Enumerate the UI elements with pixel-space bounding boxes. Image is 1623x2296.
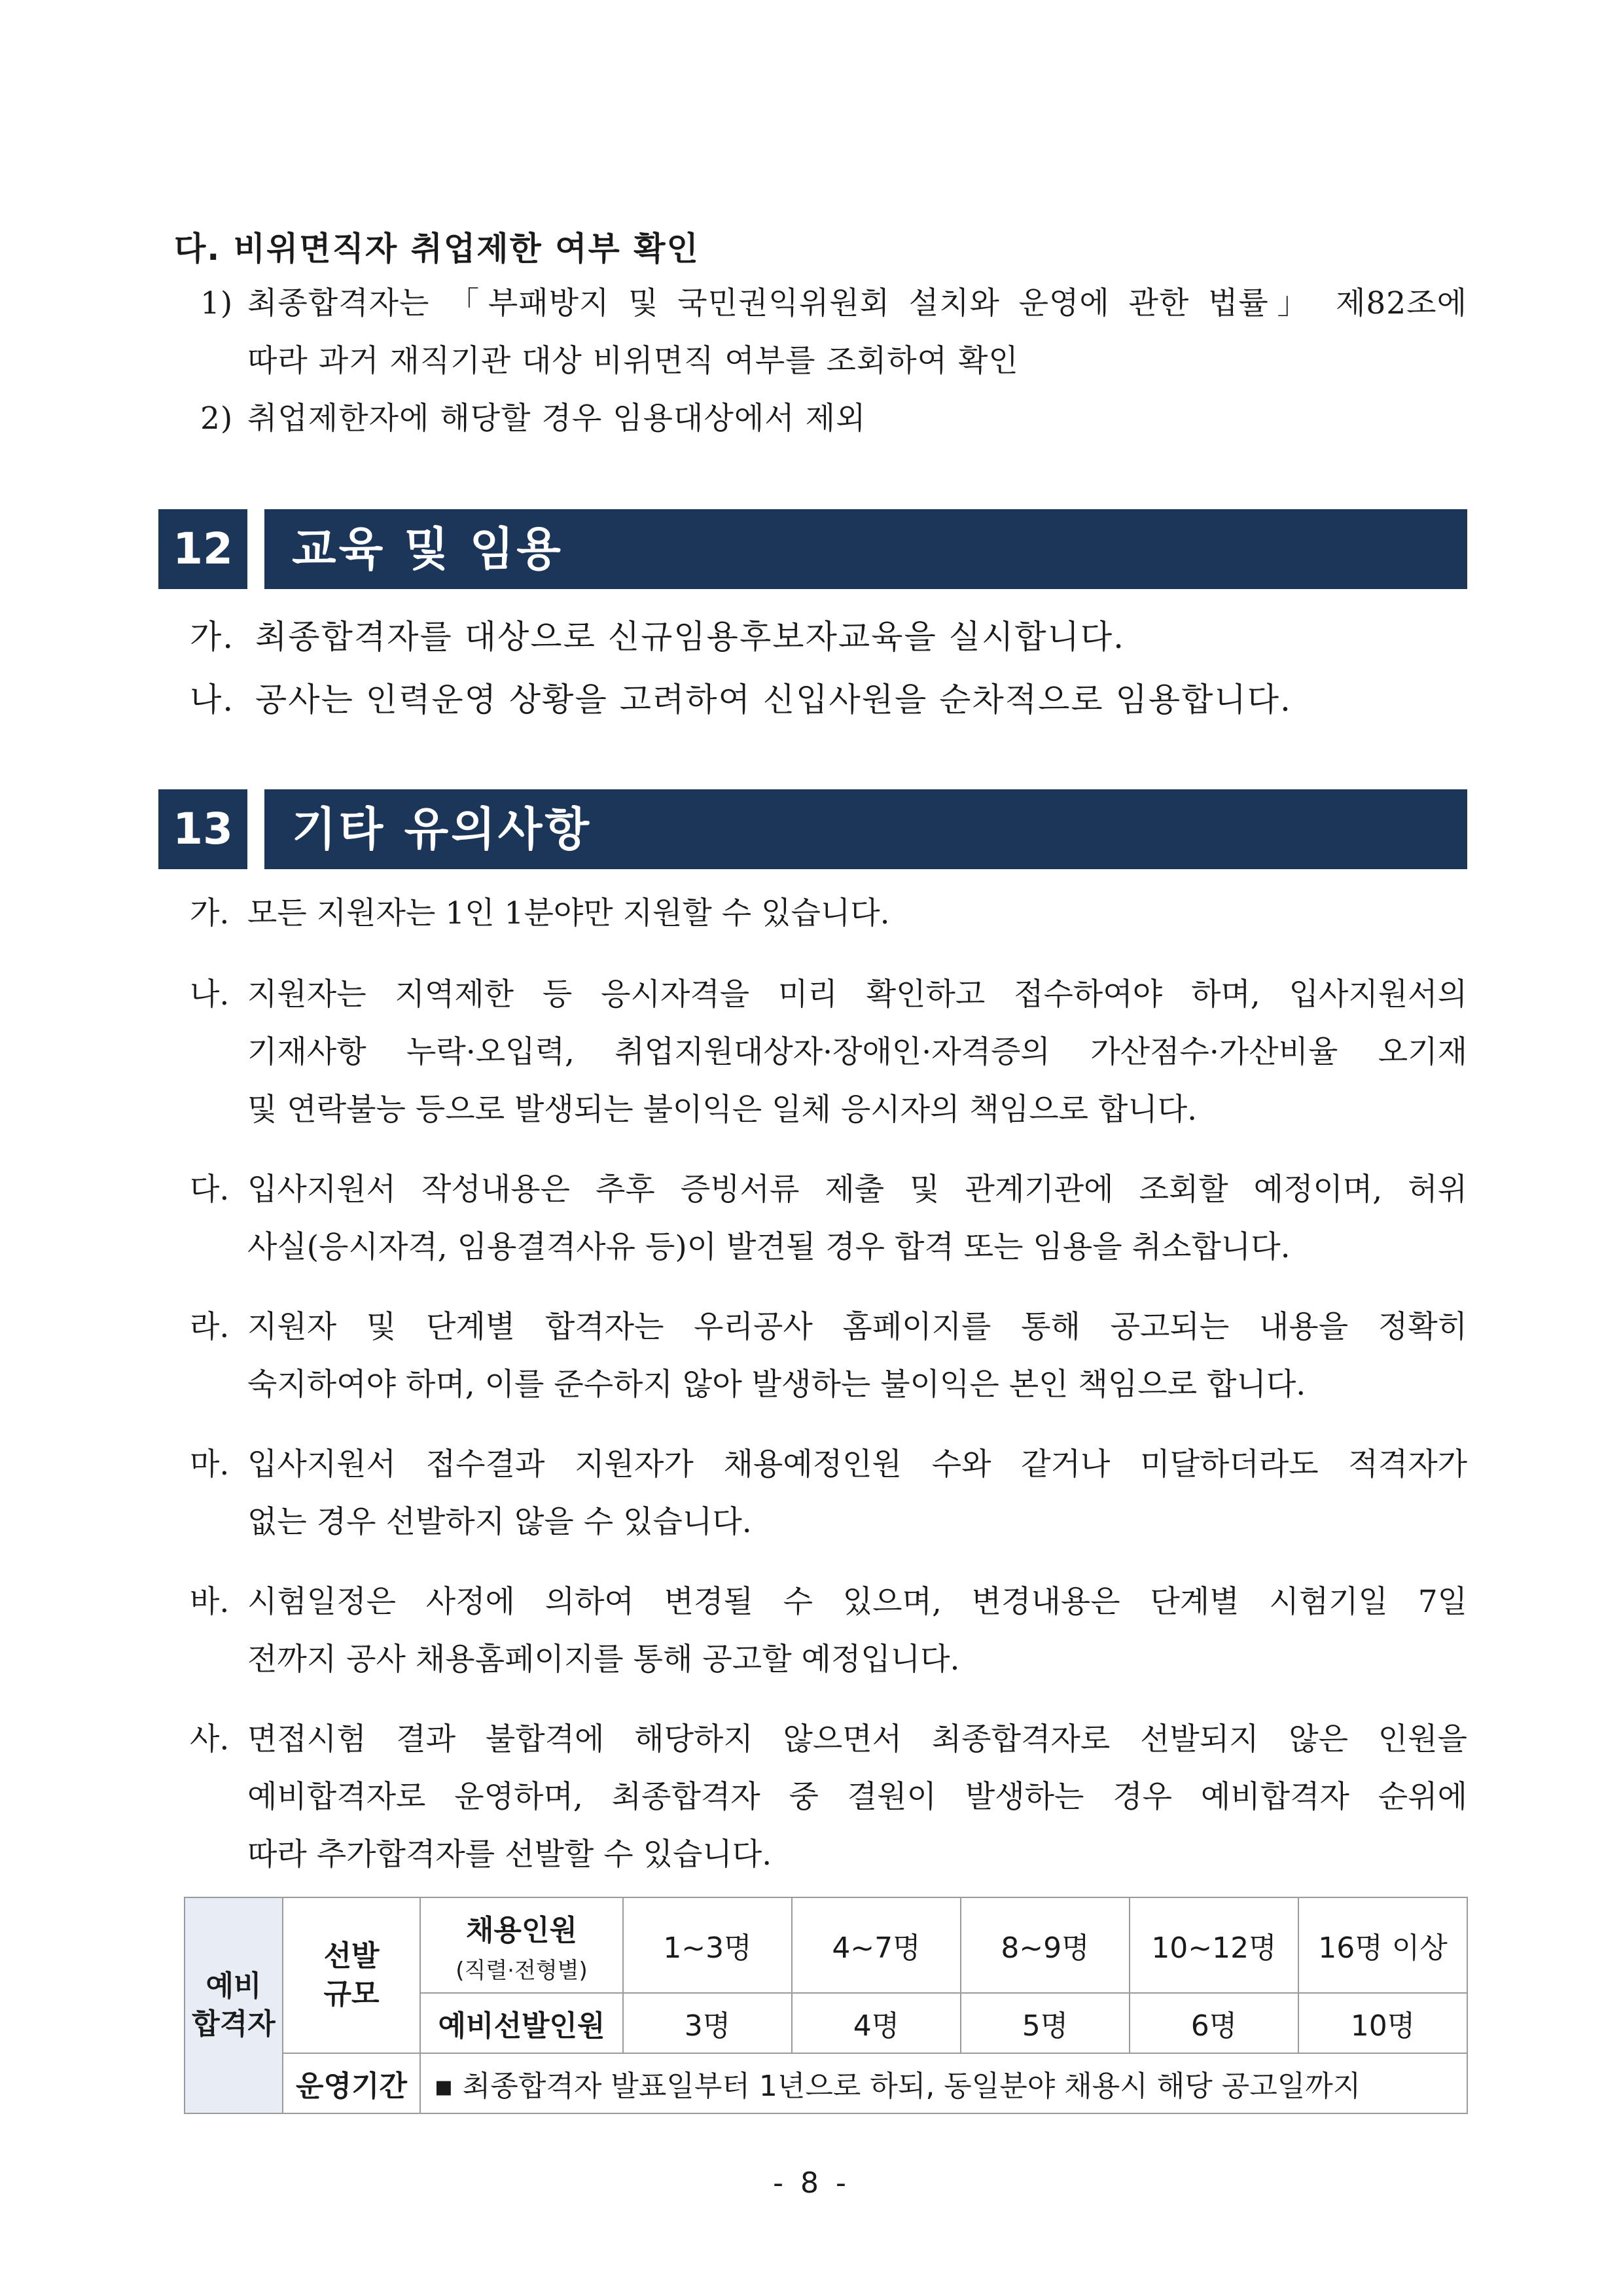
note-line: 예비합격자로 운영하며, 최종합격자 중 결원이 발생하는 경우 예비합격자 순위에 bbox=[247, 1779, 1467, 1815]
reserve-count-cell: 5명 bbox=[961, 1993, 1130, 2053]
para-text: 공사는 인력운영 상황을 고려하여 신입사원을 순차적으로 임용합니다. bbox=[255, 681, 1292, 719]
note-line: 전까지 공사 채용홈페이지를 통해 공고할 예정입니다. bbox=[247, 1641, 960, 1677]
note-line: 기재사항 누락·오입력, 취업지원대상자·장애인·자격증의 가산점수·가산비율 오기재 bbox=[247, 1034, 1467, 1070]
note-line: 숙지하여야 하며, 이를 준수하지 않아 발생하는 불이익은 본인 책임으로 합니다. bbox=[247, 1367, 1306, 1403]
note-label: 마. bbox=[190, 1446, 230, 1482]
row-header-reserve: 예비 합격자 bbox=[185, 1897, 283, 2113]
reserve-count-cell: 4명 bbox=[792, 1993, 961, 2053]
period-header: 운영기간 bbox=[283, 2053, 420, 2113]
note-label: 라. bbox=[190, 1309, 230, 1345]
sub-item-line: 취업제한자에 해당할 경우 임용대상에서 제외 bbox=[247, 401, 866, 437]
note-label: 나. bbox=[190, 977, 230, 1013]
note-line: 없는 경우 선발하지 않을 수 있습니다. bbox=[247, 1504, 752, 1540]
sub-item-number: 2) bbox=[200, 401, 234, 437]
note-label: 바. bbox=[190, 1584, 230, 1620]
hire-count-cell: 1~3명 bbox=[623, 1897, 792, 1993]
para-text: 최종합격자를 대상으로 신규임용후보자교육을 실시합니다. bbox=[255, 618, 1126, 656]
sub-section-title: 다. 비위면직자 취업제한 여부 확인 bbox=[174, 230, 700, 268]
note-line: 입사지원서 접수결과 지원자가 채용예정인원 수와 같거나 미달하더라도 적격자가 bbox=[247, 1446, 1467, 1482]
section-12-header bbox=[158, 509, 1467, 589]
hire-sub-label: (직렬·전형별) bbox=[455, 1957, 588, 1984]
page-number: - 8 - bbox=[773, 2166, 850, 2200]
note-line: 면접시험 결과 불합격에 해당하지 않으면서 최종합격자로 선발되지 않은 인원을 bbox=[247, 1721, 1467, 1757]
period-text: ▪ 최종합격자 발표일부터 1년으로 하되, 동일분야 채용시 해당 공고일까지 bbox=[420, 2053, 1467, 2113]
reserve-count-cell: 6명 bbox=[1130, 1993, 1298, 2053]
note-line: 시험일정은 사정에 의하여 변경될 수 있으며, 변경내용은 단계별 시험기일 7일 bbox=[247, 1584, 1467, 1620]
note-label: 다. bbox=[190, 1172, 230, 1208]
hire-count-cell: 8~9명 bbox=[961, 1897, 1130, 1993]
sub-item-line: 따라 과거 재직기관 대상 비위면직 여부를 조회하여 확인 bbox=[247, 343, 1019, 379]
note-label: 가. bbox=[190, 895, 230, 931]
section-number: 12 bbox=[158, 509, 247, 589]
para-label: 가. bbox=[190, 618, 235, 656]
sub-item-line: 최종합격자는 「부패방지 및 국민권익위원회 설치와 운영에 관한 법률」 제82조에 bbox=[247, 285, 1467, 321]
section-number: 13 bbox=[158, 789, 247, 869]
sub-item-number: 1) bbox=[200, 285, 234, 321]
note-line: 지원자 및 단계별 합격자는 우리공사 홈페이지를 통해 공고되는 내용을 정확히 bbox=[247, 1309, 1467, 1345]
reserve-count-cell: 10명 bbox=[1298, 1993, 1467, 2053]
hire-count-header bbox=[420, 1897, 623, 1993]
section-title: 기타 유의사항 bbox=[264, 789, 1467, 869]
section-13-header bbox=[158, 789, 1467, 869]
hire-label: 채용인원 bbox=[465, 1913, 577, 1947]
para-label: 나. bbox=[190, 681, 235, 719]
hire-count-cell: 16명 이상 bbox=[1298, 1897, 1467, 1993]
reserve-count-header: 예비선발인원 bbox=[420, 1993, 623, 2053]
note-line: 따라 추가합격자를 선발할 수 있습니다. bbox=[247, 1837, 772, 1873]
reserve-candidate-table bbox=[184, 1897, 1468, 2114]
note-line: 사실(응시자격, 임용결격사유 등)이 발견될 경우 합격 또는 임용을 취소합니다. bbox=[247, 1229, 1291, 1265]
section-title: 교육 및 임용 bbox=[264, 509, 1467, 589]
note-line: 지원자는 지역제한 등 응시자격을 미리 확인하고 접수하여야 하며, 입사지원서의 bbox=[247, 977, 1467, 1013]
note-line: 및 연락불능 등으로 발생되는 불이익은 일체 응시자의 책임으로 합니다. bbox=[247, 1092, 1198, 1128]
hire-count-cell: 4~7명 bbox=[792, 1897, 961, 1993]
note-line: 입사지원서 작성내용은 추후 증빙서류 제출 및 관계기관에 조회할 예정이며, 허위 bbox=[247, 1172, 1467, 1208]
group-header-scale: 선발 규모 bbox=[283, 1897, 420, 2053]
hire-count-cell: 10~12명 bbox=[1130, 1897, 1298, 1993]
reserve-count-cell: 3명 bbox=[623, 1993, 792, 2053]
note-label: 사. bbox=[190, 1721, 230, 1757]
note-line: 모든 지원자는 1인 1분야만 지원할 수 있습니다. bbox=[247, 895, 890, 931]
